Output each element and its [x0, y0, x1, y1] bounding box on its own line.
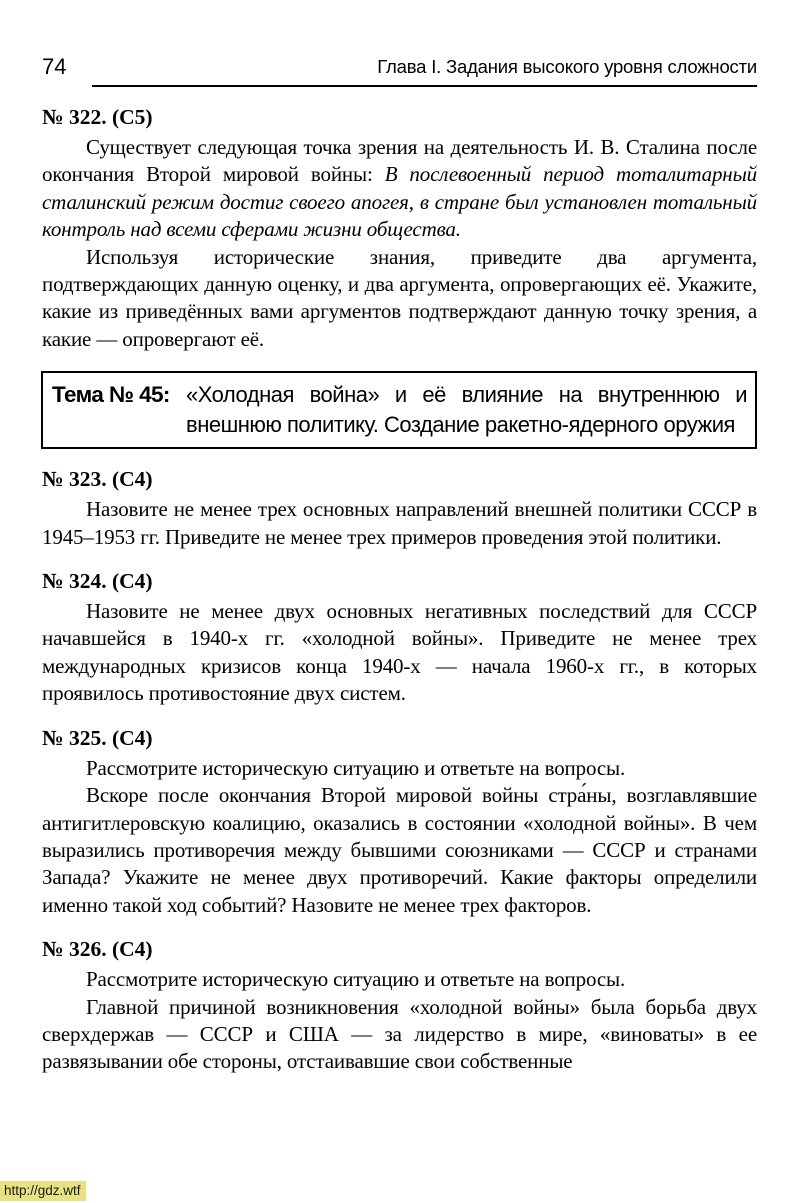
task-325-heading: № 325. (С4) — [42, 725, 153, 750]
task-322-paragraph-2: Используя исторические знания, приведите два аргумента, подтверждающих данную оценку, и два аргумента, опровергающих её. Укажите, какие из приведённых вами аргументов подтверждают данную точку зрения, а какие — опровергают её. — [42, 244, 757, 351]
theme-45-title: «Холодная война» и её влияние на внутреннюю и внешнюю политику. Создание ракетно-ядерного оружия — [186, 382, 747, 437]
running-header — [42, 56, 757, 87]
task-325-intro: Рассмотрите историческую ситуацию и ответьте на вопросы. — [86, 755, 626, 780]
task-326 — [42, 936, 757, 1076]
task-322 — [42, 104, 757, 353]
task-325-paragraph-1: Вскоре после окончания Второй мировой войны стра́ны, возглавлявшие антигитлеровскую коалицию, оказались в состоянии «холодной войны». В чем выразились противоречия между бывшими союзниками — СССР и странами Запада? Укажите не менее двух противоречий. Какие факторы определили именно такой ход событий? Назовите не менее трех факторов. — [42, 783, 757, 917]
task-324-heading: № 324. (С4) — [42, 569, 153, 594]
task-325 — [42, 725, 757, 919]
task-323-heading: № 323. (С4) — [42, 467, 153, 492]
task-322-heading: № 322. (С5) — [42, 105, 153, 129]
task-326-paragraph-1: Главной причиной возникновения «холодной войны» была борьба двух сверхдержав — СССР и США — за лидерство в мире, «виноваты» в ее развязывании обе стороны, отстаивавшие свои собственные — [42, 994, 757, 1074]
header-rule — [92, 56, 757, 87]
theme-45-box — [41, 371, 757, 449]
task-326-heading: № 326. (С4) — [42, 937, 153, 962]
theme-45-label: Тема № 45: — [52, 382, 170, 408]
task-322-text-normal: Существует следующая точка зрения на деятельность И. В. Сталина после окончания Второй мировой войны: — [42, 135, 757, 187]
task-326-intro: Рассмотрите историческую ситуацию и ответьте на вопросы. — [86, 967, 626, 992]
chapter-header: Глава I. Задания высокого уровня сложности — [377, 56, 757, 77]
task-323 — [42, 466, 757, 551]
task-324 — [42, 568, 757, 708]
task-324-paragraph-1: Назовите не менее двух основных негативных последствий для СССР начавшейся в 1940-х гг. «холодной войны». Приведите не менее трех международных кризисов конца 1940-х — начала 1960-х гг., в которых проявилось противостояние двух систем. — [42, 599, 757, 706]
task-323-paragraph-1: Назовите не менее трех основных направлений внешней политики СССР в 1945–1953 гг. Приведите не менее трех примеров проведения этой политики. — [42, 497, 757, 549]
page-number: 74 — [42, 54, 67, 79]
watermark-link[interactable]: http://gdz.wtf — [0, 1181, 86, 1201]
task-322-paragraph-1 — [42, 134, 757, 244]
task-322-text-italic: В послевоенный период тоталитарный сталинский режим достиг своего апогея, в стране был установлен тотальный контроль над всеми сферами жизни общества. — [42, 162, 757, 242]
